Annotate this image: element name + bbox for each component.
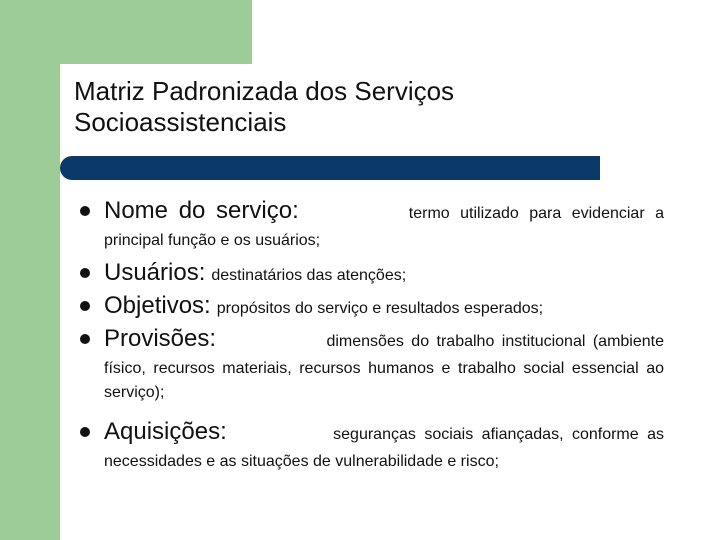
bullet-term: Usuários: [104, 259, 206, 286]
title-divider-bar [60, 156, 600, 180]
bullet-description: destinatários das atenções; [211, 267, 407, 284]
bullet-item-usuarios [74, 258, 664, 291]
bullet-description: dimensões do trabalho institucional (ambiente [326, 333, 664, 350]
bullet-description: termo utilizado para evidenciar a [408, 205, 664, 222]
green-left-bar [0, 0, 60, 540]
slide-title [74, 76, 674, 138]
bullet-list [74, 196, 664, 474]
bullet-term: Provisões: [104, 325, 217, 352]
bullet-description: propósitos do serviço e resultados esperados; [216, 300, 544, 317]
bullet-description-continued: principal função e os usuários; [104, 232, 321, 249]
bullet-icon [80, 334, 90, 344]
bullet-description-continued: necessidades e as situações de vulnerabilidade e risco; [104, 453, 499, 470]
bullet-description-continued: físico, recursos materiais, recursos humanos e trabalho social essencial ao serviço); [104, 360, 664, 401]
title-line-2: Socioassistenciais [74, 107, 287, 137]
bullet-item-nome [74, 196, 664, 256]
bullet-description: seguranças sociais afiançadas, conforme as [333, 426, 664, 443]
bullet-term: Nome do serviço: [104, 197, 299, 224]
bullet-item-aquisicoes [74, 417, 664, 474]
bullet-icon [80, 206, 90, 216]
bullet-icon [80, 268, 90, 278]
bullet-term: Aquisições: [104, 418, 227, 445]
bullet-item-provisoes [74, 324, 664, 405]
bullet-term: Objetivos: [104, 292, 211, 319]
title-line-1: Matriz Padronizada dos Serviços [74, 76, 455, 106]
bullet-icon [80, 427, 90, 437]
bullet-item-objetivos [74, 291, 664, 324]
bullet-icon [80, 301, 90, 311]
